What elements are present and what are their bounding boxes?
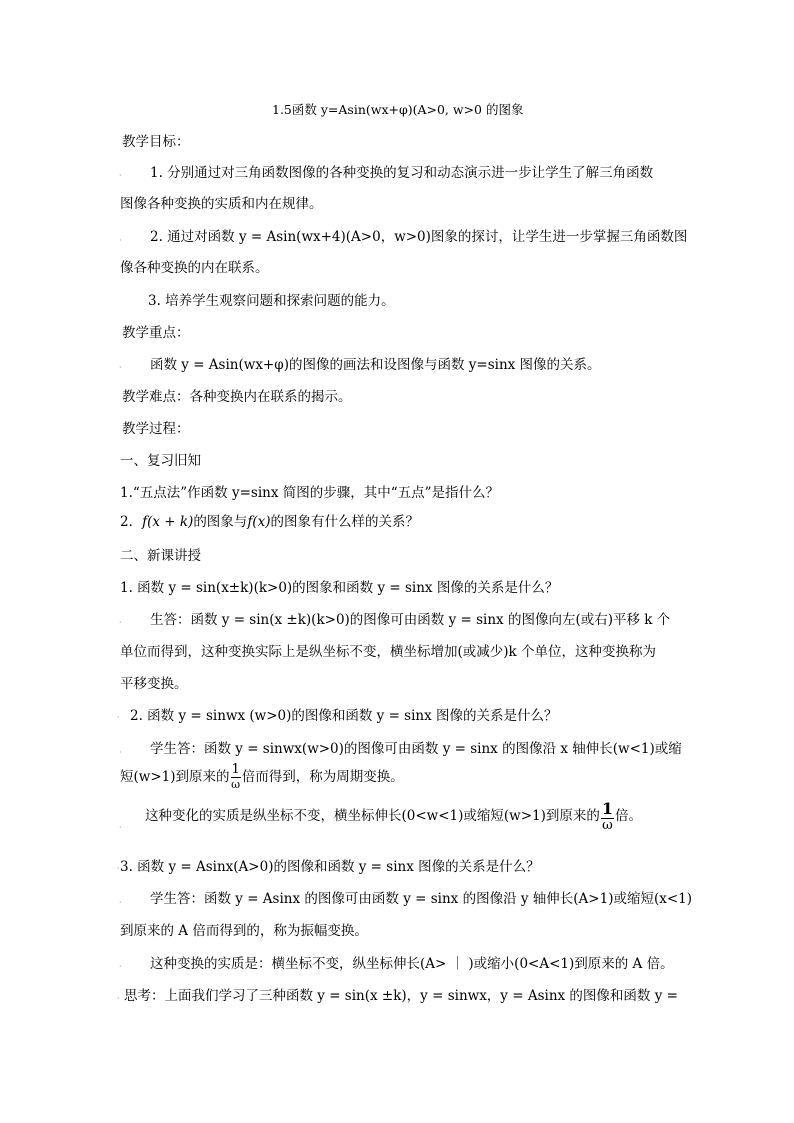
paragraph-mark: · [119, 171, 122, 180]
answer-3-line-2: 到原来的 A 倍而得到的，称为振幅变换。 [120, 923, 368, 939]
key-heading: 教学重点： [122, 325, 190, 341]
answer-3-note: 这种变换的实质是：横坐标不变，纵坐标伸长(A> ｜ )或缩小(0<A<1)到原来的 A 倍。 [150, 956, 674, 972]
key-point-1: 函数 y = Asin(wx+φ)的图像的画法和设图像与函数 y=sinx 图像的关系。 [150, 357, 601, 373]
answer-2-line-1: 学生答：函数 y = sinwx(w>0)的图像可由函数 y = sinx 的图像沿 x 轴伸长(w<1)或缩 [150, 741, 682, 757]
fraction-numerator: 1 [231, 762, 240, 777]
goal-2-line-1: 2. 通过对函数 y = Asin(wx+4)(A>0，w>0)图象的探讨，让学生进一步掌握三角函数图 [150, 229, 688, 245]
paragraph-mark: · [119, 823, 122, 832]
fraction-denominator: ω [231, 778, 241, 791]
q2-middle-text: 的图象与 [193, 514, 248, 530]
goal-3: 3. 培养学生观察问题和探索问题的能力。 [148, 293, 395, 309]
section-2-heading: 二、新课讲授 [120, 548, 201, 564]
new-question-2: 2. 函数 y = sinwx (w>0)的图像和函数 y = sinx 图像的关系是什么？ [130, 708, 558, 724]
answer-3-line-1: 学生答：函数 y = Asinx 的图像可由函数 y = sinx 的图像沿 y 轴伸长(A>1)或缩短(x<1) [150, 891, 693, 907]
paragraph-mark: · [119, 962, 122, 971]
answer-2-note-start: 这种变化的实质是纵坐标不变，横坐标伸长(0<w<1)或缩短(w>1)到原来的 [145, 808, 600, 824]
paragraph-mark: · [119, 363, 122, 372]
fraction-denominator: ω [602, 818, 613, 833]
new-question-3: 3. 函数 y = Asinx(A>0)的图像和函数 y = sinx 图像的关系是什么？ [120, 859, 540, 875]
q2-expression-original: f(x) [247, 514, 271, 530]
goal-2-line-2: 像各种变换的内在联系。 [120, 260, 269, 276]
new-question-1: 1. 函数 y = sin(x±k)(k>0)的图象和函数 y = sinx 图像的关系是什么？ [120, 580, 559, 596]
answer-1-line-1: 生答：函数 y = sin(x ±k)(k>0)的图像可由函数 y = sinx 的图像向左(或右)平移 k 个 [150, 612, 671, 628]
answer-1-line-3: 平移变换。 [120, 676, 188, 692]
paragraph-mark: · [117, 713, 120, 722]
answer-2-line-2 [120, 763, 404, 792]
review-question-2 [120, 512, 419, 532]
review-question-1: 1.“五点法”作函数 y=sinx 简图的步骤，其中“五点”是指什么？ [120, 485, 500, 501]
answer-1-line-2: 单位而得到，这种变换实际上是纵坐标不变，横坐标增加(或减少)k 个单位，这种变换称为 [120, 644, 657, 660]
q2-suffix: 的图象有什么样的关系？ [270, 514, 419, 530]
fraction-numerator: 1 [601, 799, 614, 818]
answer-2-note [145, 800, 642, 833]
fraction-one-over-omega [231, 763, 241, 792]
answer-2-note-end: 倍。 [615, 808, 643, 824]
paragraph-mark: · [117, 994, 120, 1003]
page-title: 1.5函数 y=Asin(wx+φ)(A>0, w>0 的图象 [272, 102, 524, 117]
fraction-one-over-omega-large [601, 800, 614, 833]
goal-1-line-1: 1. 分别通过对三角函数图像的各种变换的复习和动态演示进一步让学生了解三角函数 [150, 165, 654, 181]
goal-1-line-2: 图像各种变换的实质和内在规律。 [120, 196, 323, 212]
q2-prefix: 2． [120, 514, 143, 530]
q2-expression-shifted: f(x + k) [142, 514, 194, 530]
paragraph-mark: · [119, 898, 122, 907]
paragraph-mark: · [117, 864, 120, 873]
paragraph-mark: · [119, 618, 122, 627]
goal-heading: 教学目标： [122, 134, 190, 150]
paragraph-mark: · [119, 748, 122, 757]
answer-2-line-2-start: 短(w>1)到原来的 [120, 769, 230, 785]
think-question: 思考：上面我们学习了三种函数 y = sin(x ±k)，y = sinwx，y = Asinx 的图像和函数 y = [124, 988, 678, 1004]
difficulty-line: 教学难点：各种变换内在联系的揭示。 [122, 389, 352, 405]
answer-2-line-2-end: 倍而得到，称为周期变换。 [241, 769, 404, 785]
paragraph-mark: · [119, 236, 122, 245]
process-heading: 教学过程： [122, 421, 190, 437]
section-1-heading: 一、复习旧知 [120, 453, 201, 469]
